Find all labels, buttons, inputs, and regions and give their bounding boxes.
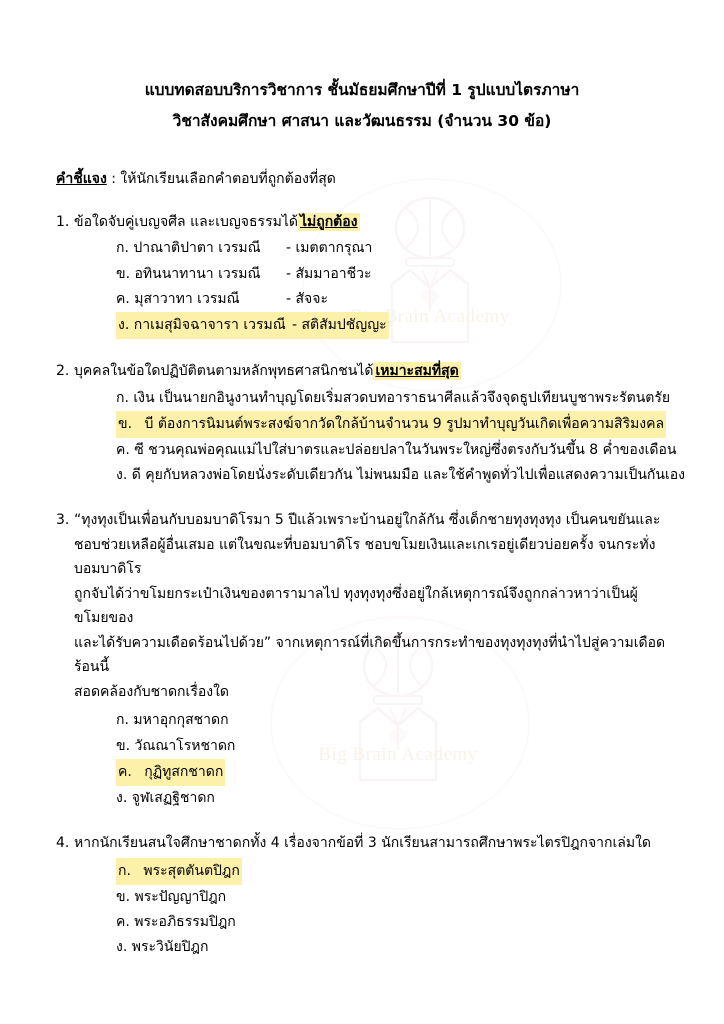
question-text: [56, 210, 668, 235]
question-line: และได้รับความเดือดร้อนไปด้วย” จากเหตุการณ์ที่เกิดขึ้นการกระทำของทุงทุงทุงที่นำไปสู่ความเดือดร้อนนี้: [74, 634, 666, 676]
choice-list: [56, 386, 686, 489]
instruction-line: [56, 168, 668, 190]
question-number: 1.: [56, 213, 70, 230]
choice-item[interactable]: [56, 734, 668, 759]
question-emphasis: ไม่ถูกต้อง: [299, 213, 358, 230]
choice-text: อทินนาทานา เวรมณี: [134, 265, 261, 282]
choice-text: ซี ชวนคุณพ่อคุณแม่ไปใส่บาตรและปล่อยปลาในวันพระใหญ่ซึ่งตรงกับวันขึ้น 8 ค่ำของเดือน: [134, 442, 677, 459]
choice-label: ง.: [116, 939, 128, 956]
choice-label: ก.: [116, 712, 129, 729]
choice-list: [56, 858, 668, 961]
choice-text: ปาณาติปาตา เวรมณี: [133, 240, 261, 257]
choice-text-second: - สัจจะ: [286, 290, 328, 307]
question-block: [56, 831, 668, 960]
choice-label-text: [116, 262, 286, 287]
question-body: หากนักเรียนสนใจศึกษาชาดกทั้ง 4 เรื่องจากข้อที่ 3 นักเรียนสามารถศึกษาพระไตรปิฎกจากเล่มใด: [74, 835, 652, 852]
choice-text: พระอภิธรรมปิฎก: [134, 914, 236, 931]
choice-label: ค.: [116, 759, 134, 786]
watermark-text: Big Brain Academy: [350, 306, 510, 327]
question-block: [56, 210, 668, 339]
choice-item-selected[interactable]: [56, 411, 668, 438]
choice-text: พระวินัยปิฎก: [131, 939, 209, 956]
choice-label: ข.: [116, 888, 131, 905]
choice-item[interactable]: [56, 786, 668, 811]
choice-label-text: [116, 287, 286, 312]
question-number: 2.: [56, 363, 70, 380]
choice-text: ดี คุยกับหลวงพ่อโดยนั่งระดับเดียวกัน ไม่พนมมือ และใช้คำพูดทั่วไปเพื่อแสดงความเป็นกันเอง: [131, 467, 686, 484]
choice-label: ก.: [116, 389, 129, 406]
question-text: [56, 508, 668, 704]
choice-list: [56, 236, 668, 339]
choice-item[interactable]: [56, 885, 668, 910]
question-number: 3.: [56, 512, 70, 529]
choice-text-second: - เมตตากรุณา: [286, 240, 373, 257]
page-subtitle: วิชาสังคมศึกษา ศาสนา และวัฒนธรรม (จำนวน 30 ข้อ): [172, 111, 552, 130]
choice-text: เงิน เป็นนายกอินูงานทำบุญโดยเริ่มสวดบทอาราธนาศีลแล้วจึงจุดธูปเทียนบูชาพระรัตนตรัย: [133, 389, 671, 406]
choice-text: พระปัญญาปิฎก: [134, 888, 227, 905]
choice-label: ง.: [116, 467, 128, 484]
choice-label: ง.: [116, 790, 128, 807]
choice-list: [56, 708, 668, 811]
choice-item[interactable]: [56, 438, 677, 463]
choice-text: จูฬเสฏฐิชาดก: [131, 790, 215, 807]
question-text: [56, 831, 668, 856]
choice-label: ค.: [116, 914, 130, 931]
choice-text: มุสาวาทา เวรมณี: [134, 290, 240, 307]
question-block: [56, 359, 686, 488]
question-text: [56, 359, 668, 384]
choice-text: วัณณาโรหชาดก: [134, 737, 236, 754]
question-block: [56, 508, 668, 811]
choice-label: ข.: [116, 265, 131, 282]
choice-item[interactable]: [56, 287, 668, 312]
choice-label: ง.: [118, 317, 130, 334]
choice-text: มหาอุกกุสชาดก: [133, 712, 229, 729]
choice-item[interactable]: [56, 463, 686, 488]
question-body: [74, 508, 668, 704]
watermark-text: Big Brain Academy: [318, 744, 478, 765]
choice-item[interactable]: [56, 910, 668, 935]
question-line: ถูกจับได้ว่าขโมยกระเป๋าเงินของตารามาลไป ทุงทุงทุงซึ่งอยู่ใกล้เหตุการณ์จึงถูกกล่าวหาว่าเป็นผู้ขโมยของ: [74, 585, 638, 627]
instruction-text: : ให้นักเรียนเลือกคำตอบที่ถูกต้องที่สุด: [106, 170, 336, 187]
question-line: สอดคล้องกับชาดกเรื่องใด: [74, 683, 230, 700]
choice-item-selected[interactable]: [56, 858, 668, 885]
choice-label: ก.: [116, 858, 133, 885]
question-line: “ทุงทุงเป็นเพื่อนกับบอมบาดิโรมา 5 ปีแล้วเพราะบ้านอยู่ใกล้กัน ซึ่งเด็กชายทุงทุงทุง เป็นคนขยันและ: [74, 512, 661, 529]
choice-label-text: [116, 236, 286, 261]
choice-text: พระสุตตันตปิฎก: [141, 858, 241, 885]
question-stem: ข้อใดจับคู่เบญจศีล และเบญจธรรมได้: [74, 213, 298, 230]
choice-text: กุฏิทูสกชาดก: [142, 759, 225, 786]
question-body: [74, 210, 668, 235]
choice-item[interactable]: [56, 386, 671, 411]
choice-text: บี ต้องการนิมนต์พระสงฆ์จากวัดใกล้บ้านจำนวน 9 รูปมาทำบุญวันเกิดเพื่อความสิริมงคล: [142, 411, 666, 438]
question-number: 4.: [56, 835, 70, 852]
choice-text-second: - สติสัมปชัญญะ: [290, 312, 389, 339]
choice-item-selected[interactable]: [56, 312, 668, 339]
choice-text: กาเมสุมิจฉาจารา เวรมณี: [133, 317, 286, 334]
choice-label: ค.: [116, 442, 130, 459]
choice-label: ก.: [116, 240, 129, 257]
choice-item[interactable]: [56, 935, 668, 960]
question-line: ชอบช่วยเหลือผู้อื่นเสมอ แต่ในขณะที่บอมบาดิโร ชอบขโมยเงินและเกเรอยู่เดียวบ่อยครั้ง จนกระทั่งบอมบาดิโร: [74, 536, 656, 578]
question-body: [74, 359, 668, 384]
question-emphasis: เหมาะสมที่สุด: [375, 363, 459, 380]
choice-label: ข.: [116, 737, 131, 754]
question-stem: บุคคลในข้อใดปฏิบัติตนตามหลักพุทธศาสนิกชนได้: [74, 363, 374, 380]
choice-label: ข.: [116, 411, 134, 438]
choice-item[interactable]: [56, 262, 668, 287]
choice-label: ค.: [116, 290, 130, 307]
choice-item[interactable]: [56, 236, 668, 261]
page-title: แบบทดสอบบริการวิชาการ ชั้นมัธยมศึกษาปีที่ 1 รูปแบบไตรภาษา: [144, 81, 580, 99]
instruction-label: คำชี้แจง: [56, 170, 107, 187]
choice-item[interactable]: [56, 708, 668, 733]
choice-text-second: - สัมมาอาชีวะ: [286, 265, 372, 282]
choice-label-text: [116, 312, 290, 339]
choice-item-selected[interactable]: [56, 759, 668, 786]
